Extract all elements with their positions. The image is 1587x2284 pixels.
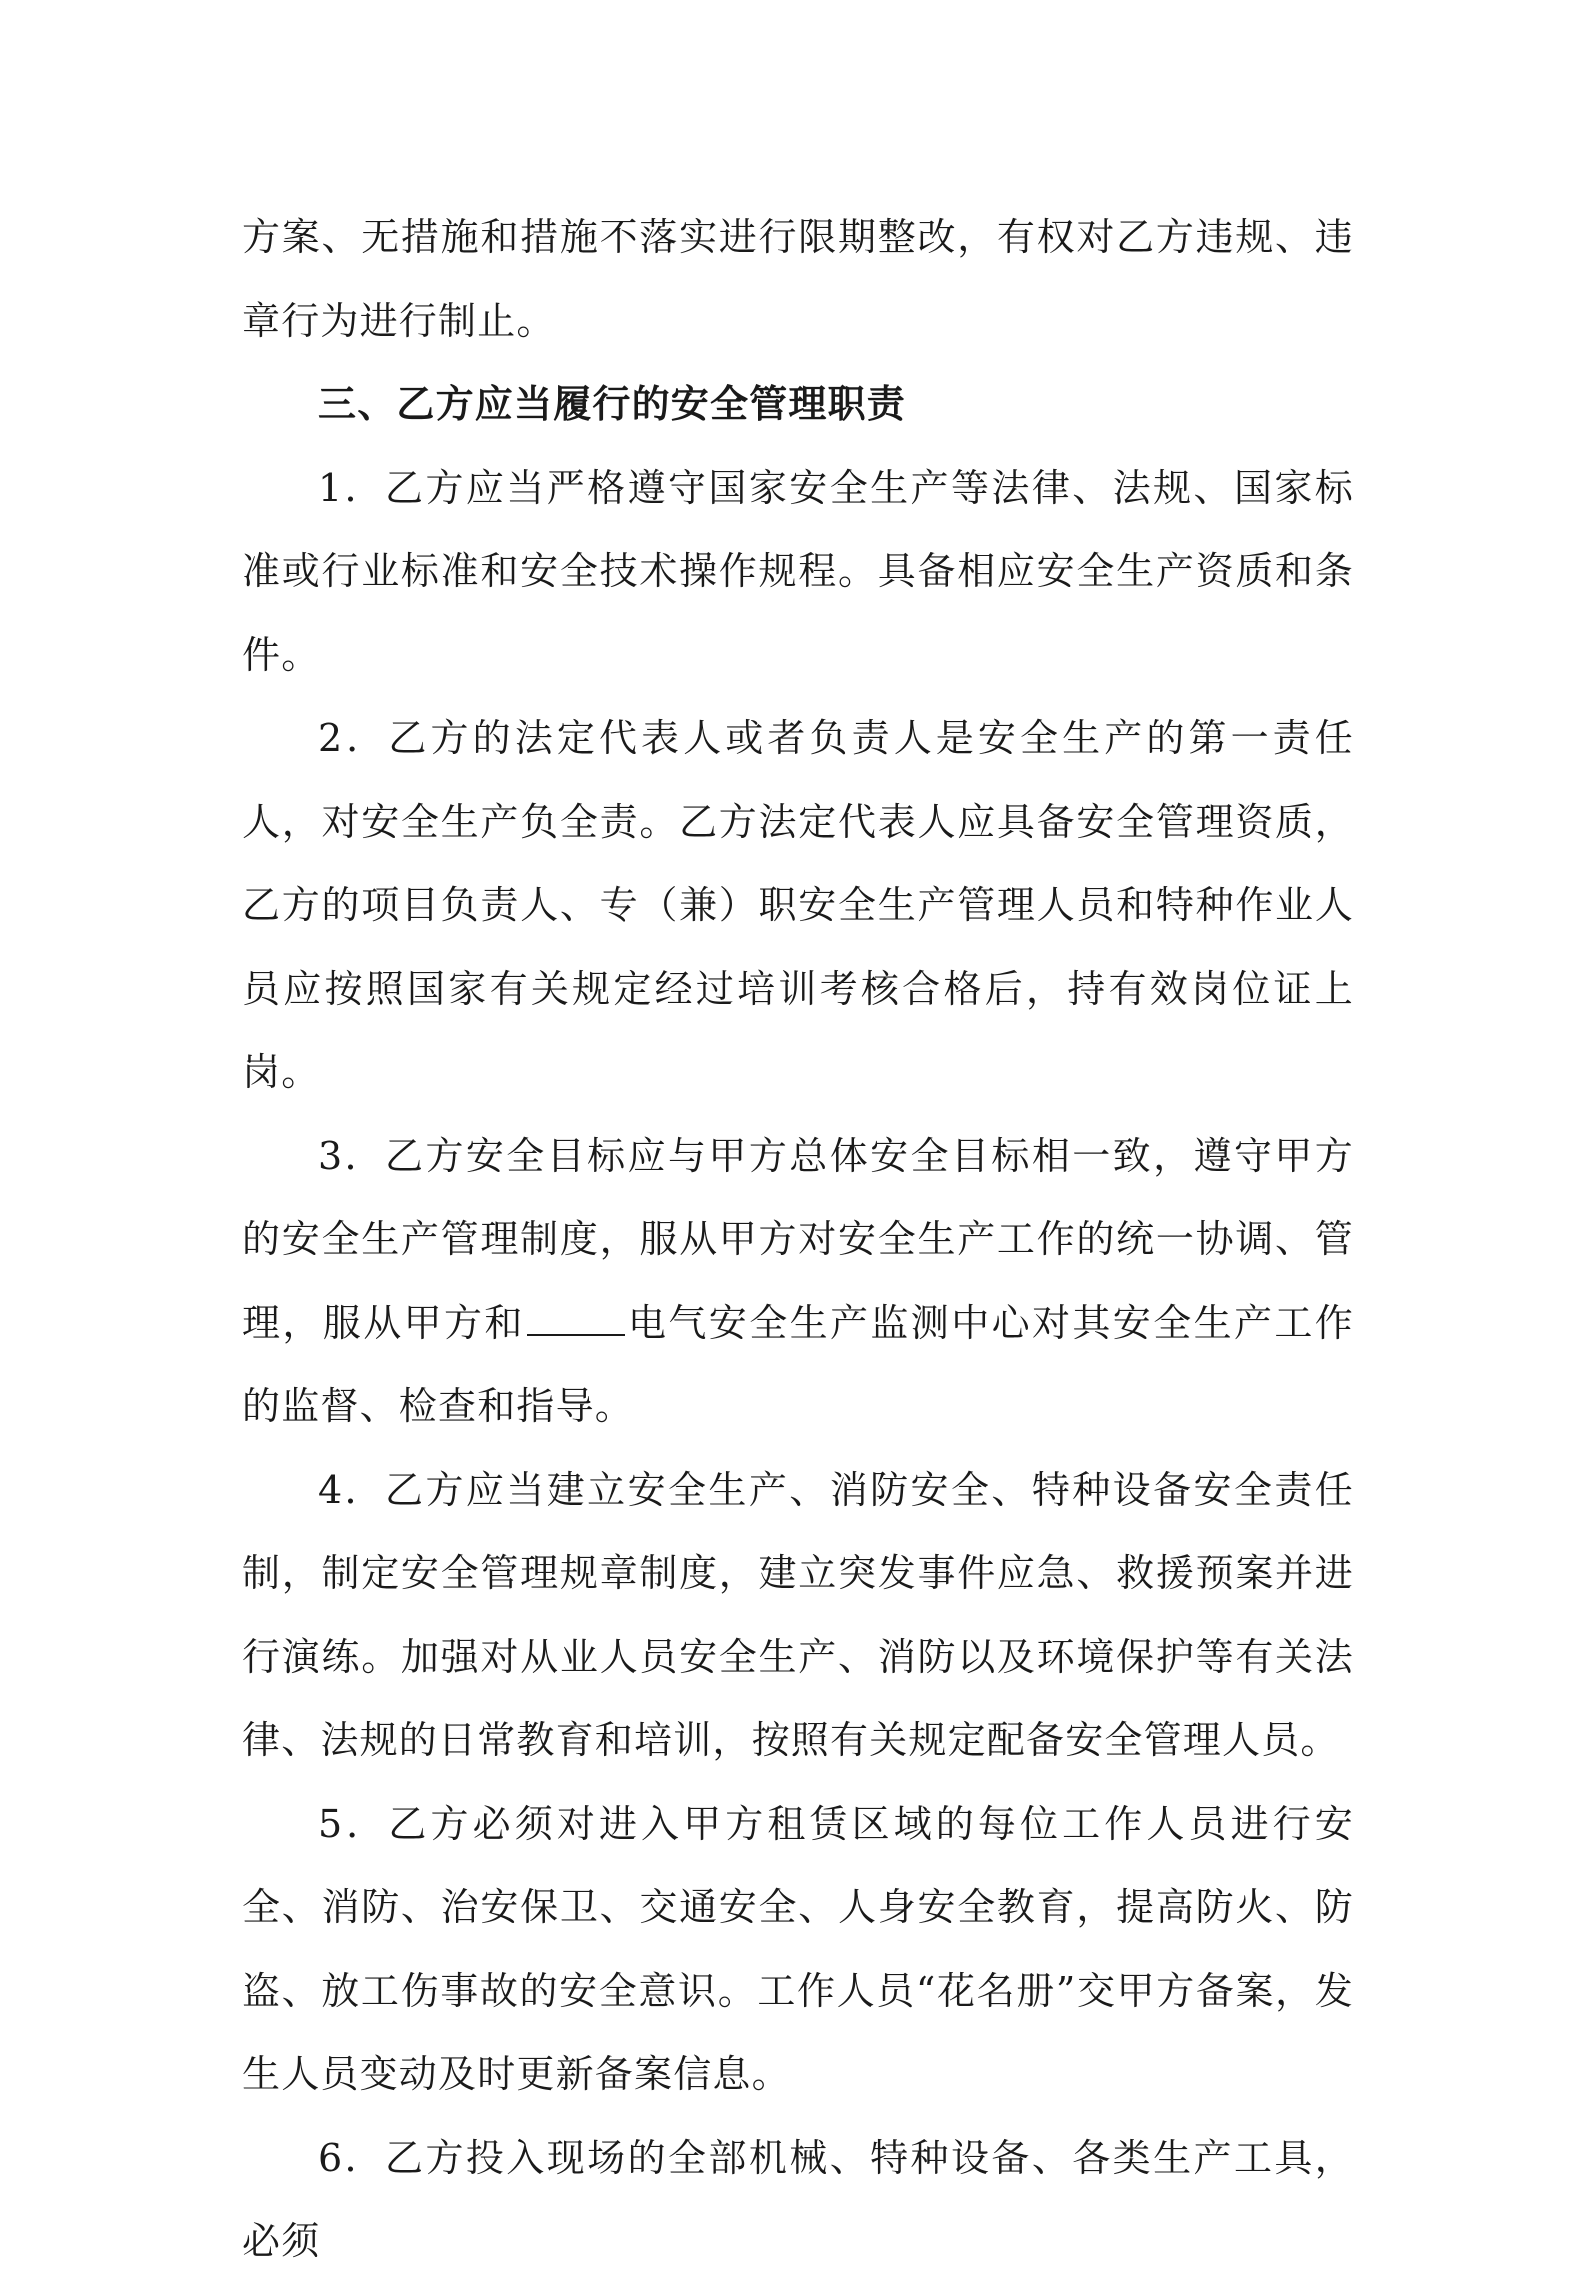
section-heading: 三、乙方应当履行的安全管理职责	[318, 382, 907, 426]
clause-5: 5．乙方必须对进入甲方租赁区域的每位工作人员进行安全、消防、治安保卫、交通安全、人身安全教育，提高防火、防盗、放工伤事故的安全意识。工作人员“花名册”交甲方备案，发生人员变动及时更新备案信息。	[242, 1801, 1354, 2096]
clause-1: 1．乙方应当严格遵守国家安全生产等法律、法规、国家标准或行业标准和安全技术操作规程。具备相应安全生产资质和条件。	[242, 465, 1354, 677]
paragraph-continuation: 方案、无措施和措施不落实进行限期整改，有权对乙方违规、违章行为进行制止。	[242, 215, 1354, 343]
clause-2: 2．乙方的法定代表人或者负责人是安全生产的第一责任人，对安全生产负全责。乙方法定代表人应具备安全管理资质，乙方的项目负责人、专（兼）职安全生产管理人员和特种作业人员应按照国家有关规定经过培训考核合格后，持有效岗位证上岗。	[242, 716, 1354, 1094]
clause-3-text-after-blank: 电气安全生产监测中心对其安全生产工作的监督、检查和指导。	[242, 1300, 1354, 1428]
clause-3-text-before-blank: 3．乙方安全目标应与甲方总体安全目标相一致，遵守甲方的安全生产管理制度，服从甲方对安全生产工作的统一协调、管理，服从甲方和	[242, 1133, 1354, 1345]
clause-6: 6．乙方投入现场的全部机械、特种设备、各类生产工具，必须	[242, 2135, 1354, 2263]
clause-4: 4．乙方应当建立安全生产、消防安全、特种设备安全责任制，制定安全管理规章制度，建立突发事件应急、救援预案并进行演练。加强对从业人员安全生产、消防以及环境保护等有关法律、法规的日常教育和培训，按照有关规定配备安全管理人员。	[242, 1467, 1354, 1762]
document-body	[242, 196, 1354, 2284]
clause-3	[242, 1115, 1354, 1449]
fill-in-blank	[527, 1304, 625, 1336]
